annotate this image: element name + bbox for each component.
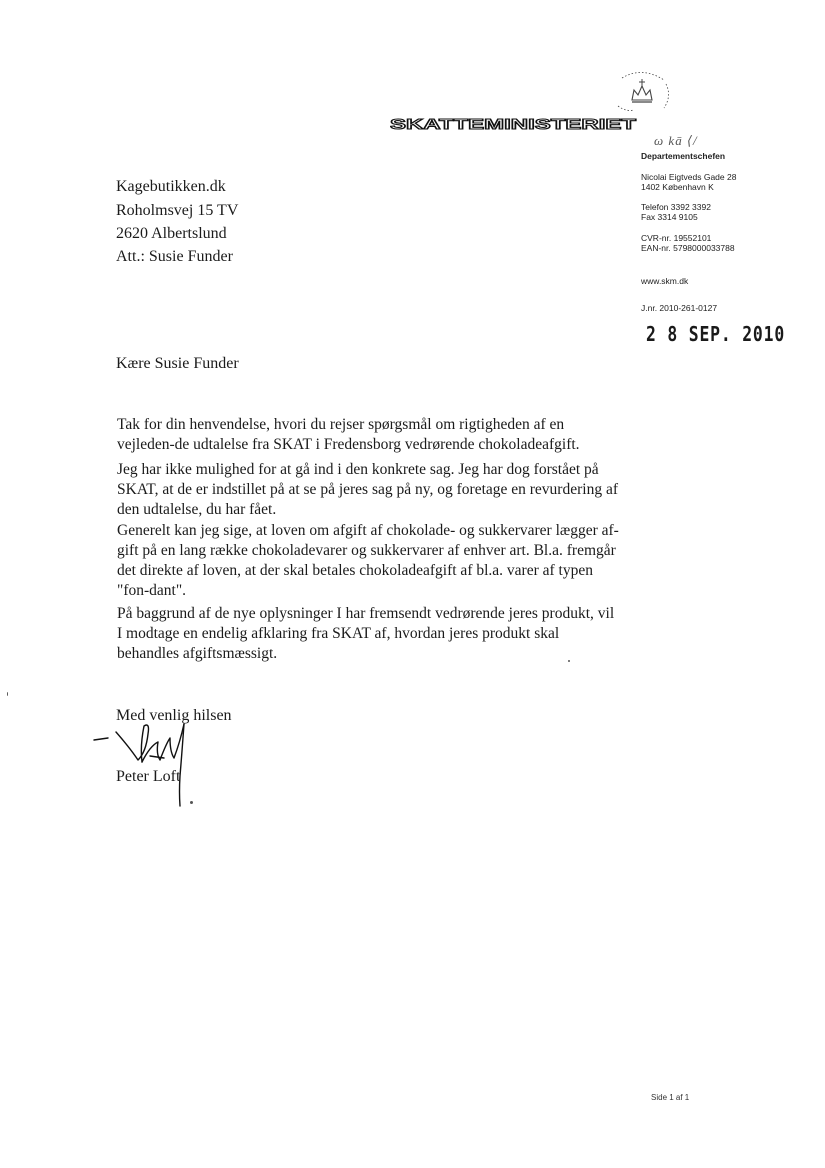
date-stamp: 2 8 SEP. 2010	[646, 322, 786, 346]
body-paragraph-3: Generelt kan jeg sige, at loven om afgift af chokolade- og sukkervarer lægger af-gift på en lang række chokoladevarer og sukkervarer af enhver art. Bl.a. fremgår det direkte af loven, at der skal betales chokoladeafgift af bl.a. varer af typen "fon-dant".	[117, 522, 619, 599]
scan-speck	[568, 660, 570, 662]
sender-ean: EAN-nr. 5798000033788	[641, 243, 735, 253]
sender-website: www.skm.dk	[641, 276, 689, 286]
sender-phone: Telefon 3392 3392	[641, 202, 711, 212]
recipient-attention: Att.: Susie Funder	[116, 248, 233, 265]
sender-street: Nicolai Eigtveds Gade 28	[641, 172, 737, 182]
handwritten-signature	[90, 712, 210, 822]
crown-crest-logo	[612, 66, 672, 116]
journal-number: J.nr. 2010-261-0127	[641, 303, 718, 313]
salutation: Kære Susie Funder	[116, 355, 239, 372]
ministry-name: SKATTEMINISTERIET	[390, 116, 636, 133]
handwritten-note: ω kā ⟨/	[654, 133, 698, 148]
closing-phrase: Med venlig hilsen	[116, 707, 232, 724]
page-number: Side 1 af 1	[651, 1093, 690, 1102]
sender-fax: Fax 3314 9105	[641, 212, 698, 222]
recipient-street: Roholmsvej 15 TV	[116, 202, 239, 219]
sender-postal: 1402 København K	[641, 182, 714, 192]
body-paragraph-2: Jeg har ikke mulighed for at gå ind i den konkrete sag. Jeg har dog forstået på SKAT, at de er indstillet på at se på jeres sag på ny, og foretage en revurdering af den udtalelse, du har fået.	[117, 461, 618, 518]
body-paragraph-1: Tak for din henvendelse, hvori du rejser spørgsmål om rigtigheden af en vejleden-de udtalelse fra SKAT i Fredensborg vedrørende chokoladeafgift.	[117, 416, 580, 453]
scan-speck	[190, 801, 193, 804]
ministry-wordmark	[390, 112, 640, 136]
sender-cvr: CVR-nr. 19552101	[641, 233, 712, 243]
scan-speck	[7, 692, 8, 696]
department-label: Departementschefen	[641, 151, 726, 161]
recipient-company: Kagebutikken.dk	[116, 178, 226, 195]
recipient-city: 2620 Albertslund	[116, 225, 227, 242]
signer-name: Peter Loft	[116, 768, 181, 785]
body-paragraph-4: På baggrund af de nye oplysninger I har fremsendt vedrørende jeres produkt, vil I modtage en endelig afklaring fra SKAT af, hvordan jeres produkt skal behandles afgiftsmæssigt.	[117, 605, 615, 662]
